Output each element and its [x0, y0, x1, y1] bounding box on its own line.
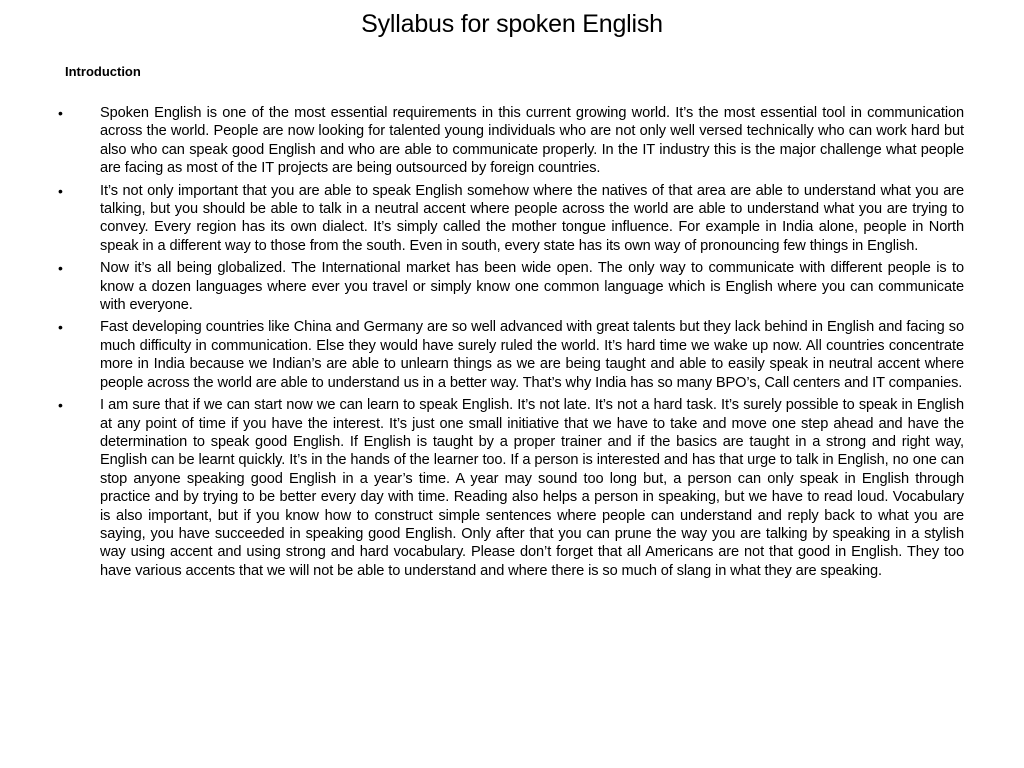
bullet-item — [56, 259, 964, 314]
bullet-icon: • — [58, 260, 63, 277]
section-heading: Introduction — [65, 64, 141, 79]
bullet-item — [56, 396, 964, 580]
bullet-text: Now it’s all being globalized. The International market has been wide open. The only way to communicate with different people is to know a dozen languages where ever you travel or simply know one common language which is English where you can communicate with everyone. — [100, 260, 964, 314]
bullet-text: Fast developing countries like China and Germany are so well advanced with great talents but they lack behind in English and facing so much difficulty in communication. Else they would have surely ruled the world. It’s hard time we wake up now. All countries concentrate more in India because we Indian’s are able to unlearn things as we are being taught and able to easily speak in neutral accent where people across the world are able to understand us in a better way. That’s why India has so many BPO’s, Call centers and IT companies. — [100, 319, 964, 391]
bullet-icon: • — [58, 182, 63, 199]
bullet-item — [56, 318, 964, 392]
bullet-list — [56, 104, 964, 584]
bullet-text: I am sure that if we can start now we can learn to speak English. It’s not late. It’s not a hard task. It’s surely possible to speak in English at any point of time if you have the interest. It’s just one small initiative that we have to take and move one step ahead and have the determination to speak good English. If English is taught by a proper trainer and if the basics are taught in a strong and right way, English can be learnt quickly. It’s in the hands of the learner too. If a person is interested and has that urge to talk in English, no one can stop anyone speaking good English in a year’s time. A year may sound too long but, a person can only speak in English through practice and by trying to be better every day with time. Reading also helps a person in speaking, but we have to read loud. Vocabulary is also important, but if you know how to construct simple sentences where people can understand and reply back to what you are saying, you have succeeded in speaking good English. Only after that you can prune the way you are talking by speaking in a stylish way using accent and using strong and hard vocabulary. Please don’t forget that all Americans are not that good in English. They too have various accents that we will not be able to understand and where there is so much of slang in what they are speaking. — [100, 397, 964, 579]
slide-title: Syllabus for spoken English — [361, 10, 663, 38]
bullet-item — [56, 104, 964, 178]
bullet-icon: • — [58, 319, 63, 336]
bullet-icon: • — [58, 105, 63, 121]
bullet-item — [56, 182, 964, 256]
bullet-text: Spoken English is one of the most essential requirements in this current growing world. It’s the most essential tool in communication across the world. People are now looking for talented young individuals who are not only well versed technically who can work hard but also who can speak good English and who are able to communicate properly. In the IT industry this is the major challenge what people are facing as most of the IT projects are being outsourced by foreign countries. — [100, 105, 964, 177]
bullet-text: It’s not only important that you are able to speak English somehow where the natives of that area are able to understand what you are talking, but you should be able to talk in a neutral accent where people across the world are able to understand what you are trying to convey. Every region has its own dialect. It’s simply called the mother tongue influence. For example in India alone, people in North speak in a different way to those from the south. Even in south, every state has its own way of pronouncing few things in English. — [100, 182, 964, 254]
bullet-icon: • — [58, 397, 63, 414]
